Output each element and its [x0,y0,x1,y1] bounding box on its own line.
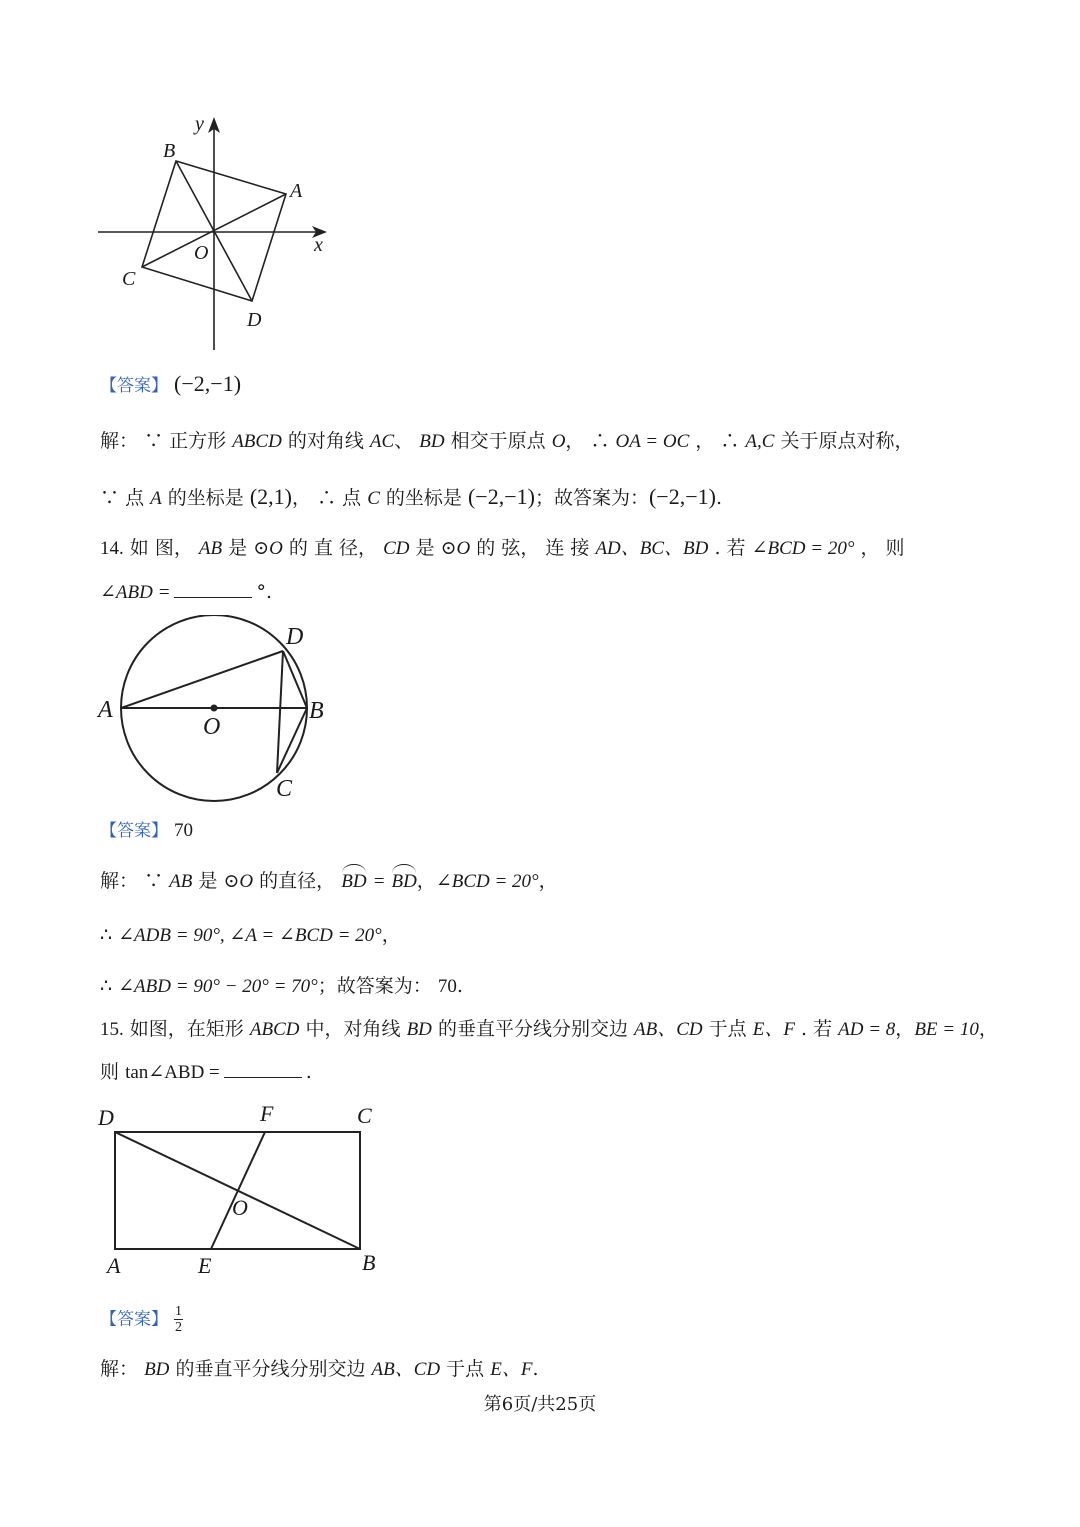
math-ask: ∠ABD = [100,582,171,603]
therefore-symbol: ∴ [720,430,740,452]
label-f: F [260,1101,274,1126]
because-symbol: ∵ [144,430,164,452]
because-symbol: ∵ [144,870,164,892]
text: ， 则 [860,537,905,559]
math-circle: ⊙O [440,538,471,559]
label-o: O [203,714,221,740]
math-expr: ∠ABD = 90° − 20° = 70° [118,976,318,997]
comma: ， [695,430,715,452]
q14-question-line1 [100,534,905,563]
answer-tag: 【答案】 [100,376,168,396]
arc-bd: BD [341,868,366,896]
numerator: 1 [175,1304,183,1319]
text: . 若 [714,537,746,559]
math-cd: CD [383,538,410,559]
math-o: O [551,431,566,452]
therefore-symbol: ∴ [590,430,610,452]
q14-answer [100,816,193,845]
text: 的垂直平分线分别交边 [437,1018,628,1040]
text: 是 [415,537,435,559]
text: 则 [100,1061,120,1083]
answer-tag: 【答案】 [100,821,168,841]
label-a: A [98,697,113,723]
text: 的坐标是 [385,487,462,509]
q14-solution-line2 [100,921,401,950]
text: 是 [228,537,248,559]
math-sides: AB、CD [634,1019,703,1040]
math-circle: ⊙O [253,538,283,559]
math-bd: BD [144,1359,170,1380]
math-abcd: ABCD [249,1019,300,1040]
comma: ， [381,924,401,946]
q14-solution-line1 [100,867,558,896]
center-dot [211,705,218,712]
text: 于点 [708,1018,747,1040]
q15-question-line1 [100,1015,998,1044]
q14-solution-line3 [100,972,463,1001]
q15-question-line2 [100,1058,312,1087]
q14-answer-value: 70 [174,820,194,841]
comma: ， [538,870,558,892]
math-ac: AC [369,431,395,452]
comma: ， [978,1018,998,1040]
math-ac-pair: A,C [745,431,775,452]
arc-bd: BD [391,868,416,896]
text: 的坐标是 [167,487,244,509]
text: 中，对角线 [305,1018,401,1040]
math-ab: AB [198,538,223,559]
answer-blank [174,579,252,598]
answer-value: 70 [437,976,457,997]
math-points: E、F [752,1019,795,1040]
math-cond2: BE = 10 [914,1019,979,1040]
because-symbol: ∵ [100,487,120,509]
period: . [715,487,722,509]
math-bd: BD [406,1019,432,1040]
label-c: C [276,776,293,802]
chord-dc [277,651,283,773]
jie: 解： [100,870,139,892]
q15-solution-line1 [100,1355,538,1384]
figure-square-coordinates [90,105,350,355]
label-b: B [163,140,176,162]
therefore-symbol: ∴ [100,924,113,946]
text: 如 图， [129,537,193,559]
math-bd: BD [419,431,445,452]
question-number: 15. [100,1019,124,1040]
math-points: E、F [490,1359,533,1380]
coord-a: (2,1) [249,484,292,509]
label-c: C [357,1103,372,1128]
math-a: A [150,488,162,509]
comma: ， [565,430,585,452]
answer-tag: 【答案】 [100,1309,168,1330]
text: . 若 [801,1018,833,1040]
math-ab: AB [169,871,193,892]
math-cond1: AD = 8 [838,1019,896,1040]
unit: °. [256,581,272,603]
q14-question-line2 [100,578,272,607]
label-c: C [122,268,136,290]
therefore-symbol: ∴ [317,487,337,509]
text: 的垂直平分线分别交边 [175,1358,366,1380]
equals: = [372,871,386,892]
math-ask: tan∠ABD = [125,1062,220,1083]
chord-ad [121,651,283,708]
text: ；故答案为： [534,487,649,509]
figure-circle [95,615,345,810]
text: 的直径， [259,870,336,892]
math-expr: ∠ADB = 90°, ∠A = ∠BCD = 20° [118,925,382,946]
text: 的 直 径， [288,537,378,559]
text: 如图，在矩形 [129,1018,244,1040]
perpendicular-ef [211,1132,265,1249]
period: . [305,1061,312,1083]
jie: 解： [100,430,139,452]
label-x: x [314,234,323,256]
page-footer: 第6页/共25页 [483,1394,597,1415]
q13-answer-value: (−2,−1) [174,371,242,396]
label-e: E [198,1253,212,1278]
answer-blank [224,1059,302,1078]
text: 关于原点对称， [780,430,914,452]
math-sides: AB、CD [371,1359,441,1380]
text: 的 弦， 连 接 [476,537,590,559]
q13-solution-line1 [100,427,914,456]
text: 于点 [446,1358,485,1380]
q13-solution-line2 [100,483,722,513]
comma: ， [895,1018,915,1040]
math-condition: ∠BCD = 20° [435,871,539,892]
chord-bc [277,708,307,773]
text: 的对角线 [287,430,364,452]
text: 点 [125,487,145,509]
label-b: B [362,1250,376,1275]
q13-answer [100,370,241,400]
answer-coord: (−2,−1) [648,484,716,509]
math-abcd: ABCD [232,431,282,452]
q15-answer [100,1304,183,1335]
therefore-symbol: ∴ [100,975,113,997]
fraction-answer [174,1304,183,1335]
denominator: 2 [175,1320,183,1335]
comma: ， [292,487,312,509]
label-a: A [107,1253,121,1278]
math-c: C [367,488,380,509]
math-segments: AD、BC、BD [595,538,709,559]
label-o: O [194,242,209,264]
comma: ， [416,870,436,892]
figure-rectangle [95,1098,395,1283]
math-condition: ∠BCD = 20° [751,538,855,559]
label-d: D [247,309,262,331]
jie: 解： [100,1358,139,1380]
sep: 、 [394,430,414,452]
text: ；故答案为： [317,975,432,997]
label-d: D [286,624,304,650]
label-a: A [290,180,303,202]
math-circle: ⊙O [223,871,254,892]
label-y: y [195,113,204,135]
period: . [456,975,463,997]
period: . [532,1358,539,1380]
label-o: O [232,1195,248,1220]
coord-c: (−2,−1) [467,484,535,509]
text: 是 [198,870,218,892]
label-b: B [309,698,324,724]
question-number: 14. [100,538,124,559]
text: 点 [342,487,362,509]
text: 相交于原点 [450,430,546,452]
text: 正方形 [169,430,227,452]
label-d: D [98,1105,114,1130]
math-eq: OA = OC [615,431,690,452]
